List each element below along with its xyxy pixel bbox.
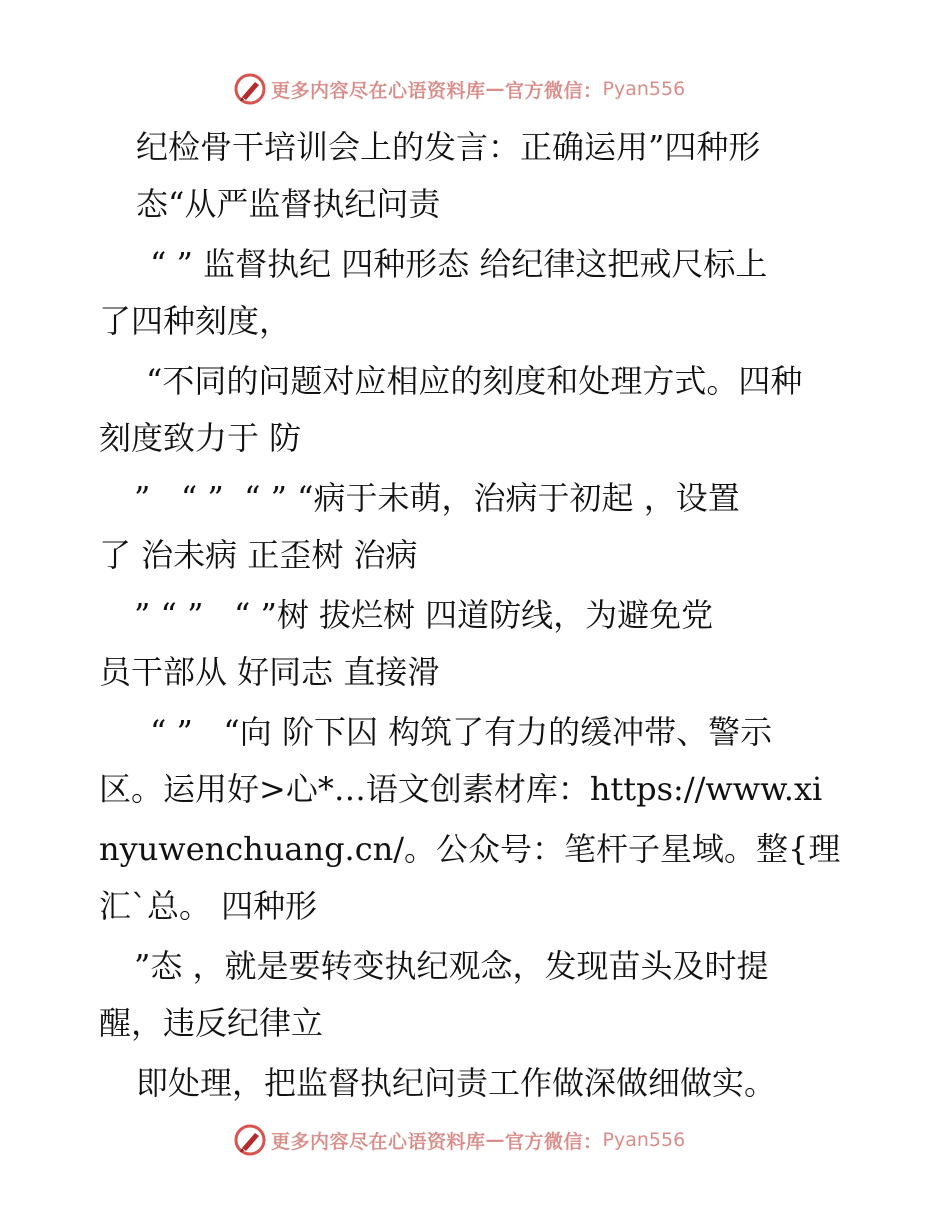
watermark-main-text: 更多内容尽在心语资料库 [271, 79, 486, 102]
watermark-dash: — [485, 78, 506, 100]
pen-logo-icon [233, 1123, 267, 1157]
text-line-1: 纪检骨干培训会上的发言：正确运用”四种形 [136, 128, 761, 166]
text-line-3: “ ” 监督执纪 四种形态 给纪律这把戒尺标上 [150, 245, 768, 283]
text-line-17: 即处理，把监督执纪问责工作做深做细做实。 [136, 1064, 777, 1102]
text-line-14: 汇`总。 四种形 [99, 887, 318, 925]
text-line-11: “ ” “向 阶下囚 构筑了有力的缓冲带、警示 [150, 713, 773, 751]
watermark-official-label: 官方微信： [505, 79, 603, 102]
text-line-2: 态“从严监督执纪问责 [136, 185, 441, 223]
text-line-15: ”态 ，就是要转变执纪观念，发现苗头及时提 [134, 947, 769, 985]
text-line-6: 刻度致力于 防 [99, 419, 302, 457]
watermark-banner-bottom [233, 1123, 685, 1157]
text-line-16: 醒，违反纪律立 [99, 1004, 324, 1042]
watermark-main-text: 更多内容尽在心语资料库 [271, 1130, 486, 1153]
watermark-dash: — [485, 1129, 506, 1151]
watermark-account: Pyan556 [602, 78, 686, 100]
watermark-account: Pyan556 [602, 1129, 686, 1151]
text-line-12: 区。运用好>心*…语文创素材库：https://www.xi [99, 770, 823, 808]
text-line-9: ” “ ” “ ”树 拔烂树 四道防线，为避免党 [134, 596, 714, 634]
text-line-13: nyuwenchuang.cn/。公众号：笔杆子星域。整{理 [99, 830, 841, 868]
watermark-banner-top [233, 72, 685, 106]
text-line-4: 了四种刻度， [99, 302, 292, 340]
text-line-7: ” “ ” “ ” “病于未萌，治病于初起 ，设置 [134, 479, 740, 517]
text-line-8: 了 治未病 正歪树 治病 [99, 536, 418, 574]
text-line-10: 员干部从 好同志 直接滑 [99, 653, 440, 691]
text-line-5: “不同的问题对应相应的刻度和处理方式。四种 [146, 362, 803, 400]
watermark-official-label: 官方微信： [505, 1130, 603, 1153]
pen-logo-icon [233, 72, 267, 106]
